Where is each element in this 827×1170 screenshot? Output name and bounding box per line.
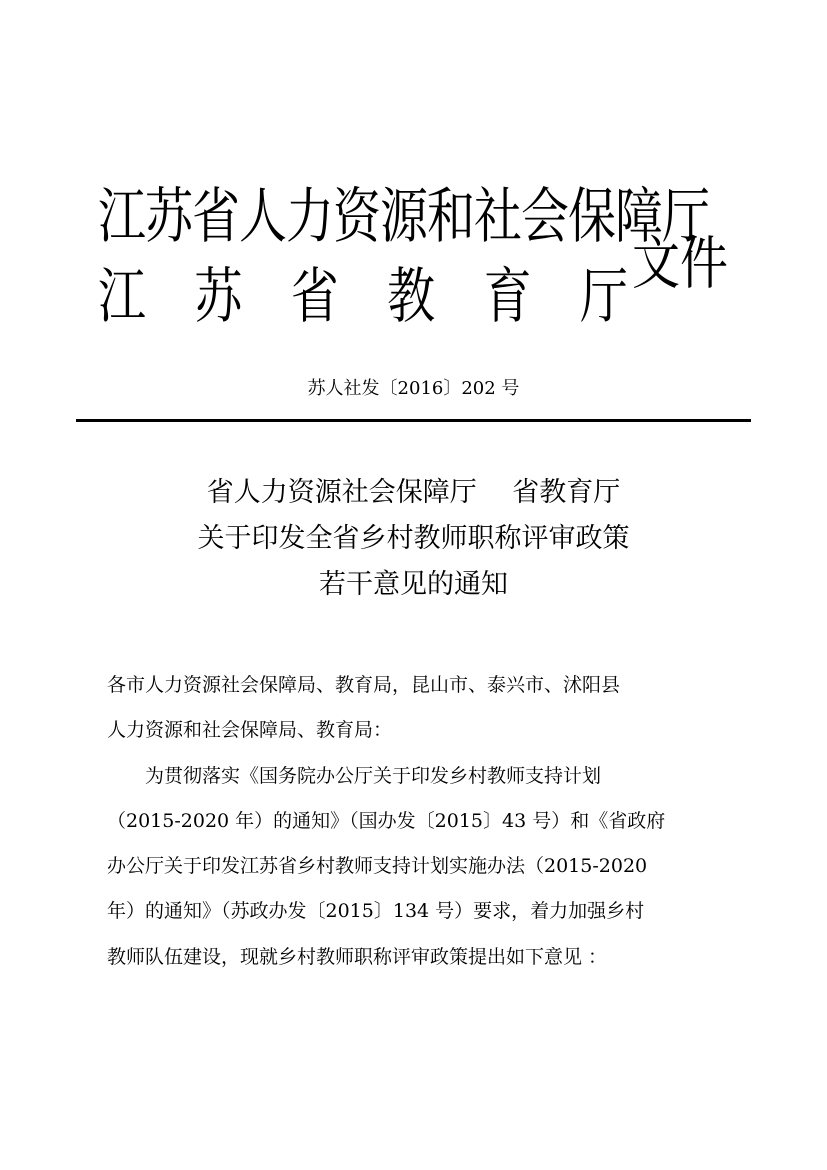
paragraph-line: 办公厅关于印发江苏省乡村教师支持计划实施办法（2015-2020 <box>107 855 648 878</box>
title-line-2: 关于印发全省乡村教师职称评审政策 <box>197 523 630 554</box>
document-number: 苏人社发〔2016〕202 号 <box>307 378 520 399</box>
document-title <box>0 470 827 608</box>
issuer-char: 苏 <box>194 262 243 332</box>
issuer-char: 育 <box>483 262 532 332</box>
document-body <box>107 663 719 980</box>
header-divider <box>76 419 751 422</box>
title-line-3: 若干意见的通知 <box>319 569 508 600</box>
paragraph-line: 教师队伍建设，现就乡村教师职称评审政策提出如下意见 ： <box>107 945 608 968</box>
issuer-char: 省 <box>290 262 339 332</box>
issuer-char: 厅 <box>579 262 628 332</box>
document-type-label: 文件 <box>632 230 729 298</box>
issuer-line-2 <box>98 262 628 332</box>
title-line-1: 省人力资源社会保障厅 省教育厅 <box>206 477 621 508</box>
paragraph-line: 为贯彻落实《国务院办公厅关于印发乡村教师支持计划 <box>145 764 602 787</box>
addressee-line-2: 人力资源和社会保障局、教育局： <box>107 719 393 742</box>
issuer-line-1-text: 江苏省人力资源和社会保障厅 <box>98 182 710 252</box>
issuer-char: 教 <box>387 262 436 332</box>
issuer-char: 江 <box>98 262 147 332</box>
issuer-line-1 <box>98 182 710 252</box>
paragraph-line: （2015-2020 年）的通知》（国办发〔2015〕43 号）和《省政府 <box>107 809 666 832</box>
paragraph-line: 年）的通知》（苏政办发〔2015〕134 号）要求，着力加强乡村 <box>107 900 645 923</box>
addressee-line-1: 各市人力资源社会保障局、教育局，昆山市、泰兴市、沭阳县 <box>107 674 621 696</box>
